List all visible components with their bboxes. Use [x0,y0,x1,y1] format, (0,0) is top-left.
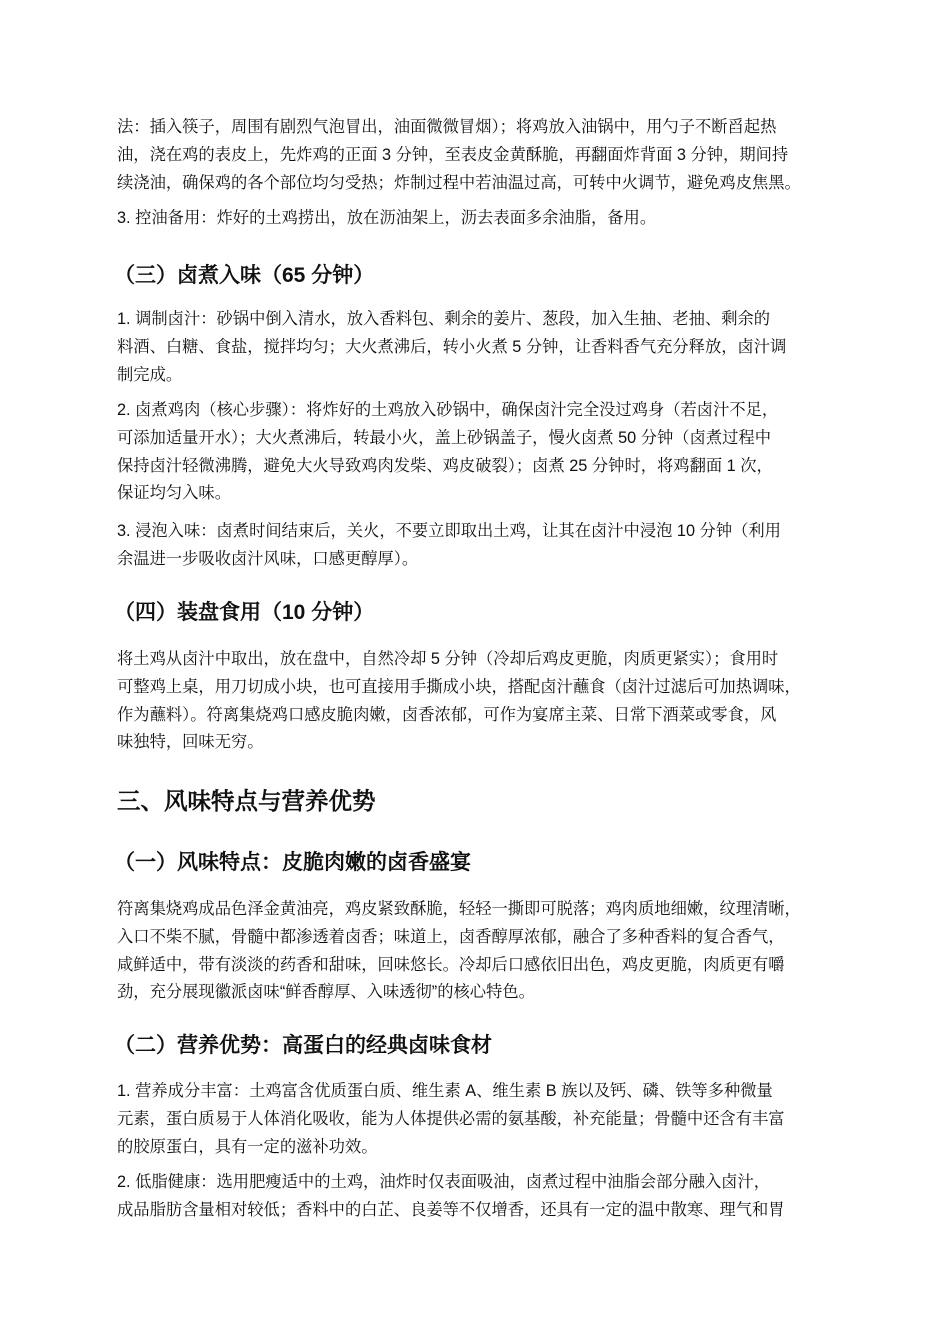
paragraph-line: 法：插入筷子，周围有剧烈气泡冒出，油面微微冒烟）；将鸡放入油锅中，用勺子不断舀起热 [117,118,777,136]
subsection-heading: （四）装盘食用（10 分钟） [114,601,375,624]
paragraph-line: 可添加适量开水）；大火煮沸后，转最小火，盖上砂锅盖子，慢火卤煮 50 分钟（卤煮过程中 [117,428,771,447]
paragraph [117,397,847,508]
paragraph-line: 制完成。 [117,365,183,384]
paragraph-line: 3. 控油备用：炸好的土鸡捞出，放在沥油架上，沥去表面多余油脂，备用。 [117,209,657,227]
paragraph-line: 保持卤汁轻微沸腾，避免大火导致鸡肉发柴、鸡皮破裂）；卤煮 25 分钟时，将鸡翻面 1 次， [117,456,773,475]
paragraph [117,1078,847,1161]
section-heading: 三、风味特点与营养优势 [117,788,376,814]
subsection-heading: （一）风味特点：皮脆肉嫩的卤香盛宴 [114,851,471,874]
paragraph-line: 劲，充分展现徽派卤味“鲜香醇厚、入味透彻”的核心特色。 [117,983,535,1002]
paragraph-line: 保证均匀入味。 [117,484,231,503]
paragraph-line: 成品脂肪含量相对较低；香料中的白芷、良姜等不仅增香，还具有一定的温中散寒、理气和胃 [117,1200,785,1219]
paragraph-line: 油，浇在鸡的表皮上，先炸鸡的正面 3 分钟，至表皮金黄酥脆，再翻面炸背面 3 分钟，期间持 [117,145,789,164]
paragraph [117,114,847,197]
paragraph-line: 将土鸡从卤汁中取出，放在盘中，自然冷却 5 分钟（冷却后鸡皮更脆，肉质更紧实）；食用时 [117,650,779,668]
paragraph-line: 1. 调制卤汁：砂锅中倒入清水，放入香料包、剩余的姜片、葱段，加入生抽、老抽、剩余的 [117,310,771,328]
paragraph-line: 余温进一步吸收卤汁风味，口感更醇厚）。 [117,549,419,568]
paragraph-line: 3. 浸泡入味：卤煮时间结束后，关火，不要立即取出土鸡，让其在卤汁中浸泡 10 分钟（利用 [117,522,781,540]
paragraph-line: 料酒、白糖、食盐，搅拌均匀；大火煮沸后，转小火煮 5 分钟，让香料香气充分释放，卤汁调 [117,337,787,356]
paragraph [117,518,847,574]
subsection-heading: （二）营养优势：高蛋白的经典卤味食材 [114,1034,492,1057]
paragraph-line: 咸鲜适中，带有淡淡的药香和甜味，回味悠长。冷却后口感依旧出色，鸡皮更脆，肉质更有嚼 [117,955,785,974]
paragraph-line: 续浇油，确保鸡的各个部位均匀受热；炸制过程中若油温过高，可转中火调节，避免鸡皮焦黑。 [117,173,801,192]
paragraph [117,646,847,757]
paragraph-line: 2. 低脂健康：选用肥瘦适中的土鸡，油炸时仅表面吸油，卤煮过程中油脂会部分融入卤汁， [117,1173,771,1191]
subsection-heading: （三）卤煮入味（65 分钟） [114,264,375,287]
paragraph-line: 2. 卤煮鸡肉（核心步骤）：将炸好的土鸡放入砂锅中，确保卤汁完全没过鸡身（若卤汁不足， [117,401,779,419]
paragraph-line: 符离集烧鸡成品色泽金黄油亮，鸡皮紧致酥脆，轻轻一撕即可脱落；鸡肉质地细嫩，纹理清晰， [117,900,801,918]
paragraph-line: 入口不柴不腻，骨髓中都渗透着卤香；味道上，卤香醇厚浓郁，融合了多种香料的复合香气， [117,927,785,946]
paragraph-line: 的胶原蛋白，具有一定的滋补功效。 [117,1137,378,1156]
paragraph-line: 元素，蛋白质易于人体消化吸收，能为人体提供必需的氨基酸，补充能量；骨髓中还含有丰富 [117,1109,785,1128]
paragraph [117,896,847,1007]
paragraph [117,306,847,389]
paragraph-line: 味独特，回味无穷。 [117,733,264,752]
paragraph [117,1169,847,1225]
paragraph-line: 1. 营养成分丰富：土鸡富含优质蛋白质、维生素 A、维生素 B 族以及钙、磷、铁等多种微量 [117,1082,773,1100]
paragraph [117,205,847,233]
paragraph-line: 作为蘸料）。符离集烧鸡口感皮脆肉嫩，卤香浓郁，可作为宴席主菜、日常下酒菜或零食，风 [117,705,777,724]
paragraph-line: 可整鸡上桌，用刀切成小块，也可直接用手撕成小块，搭配卤汁蘸食（卤汁过滤后可加热调味， [117,677,801,696]
